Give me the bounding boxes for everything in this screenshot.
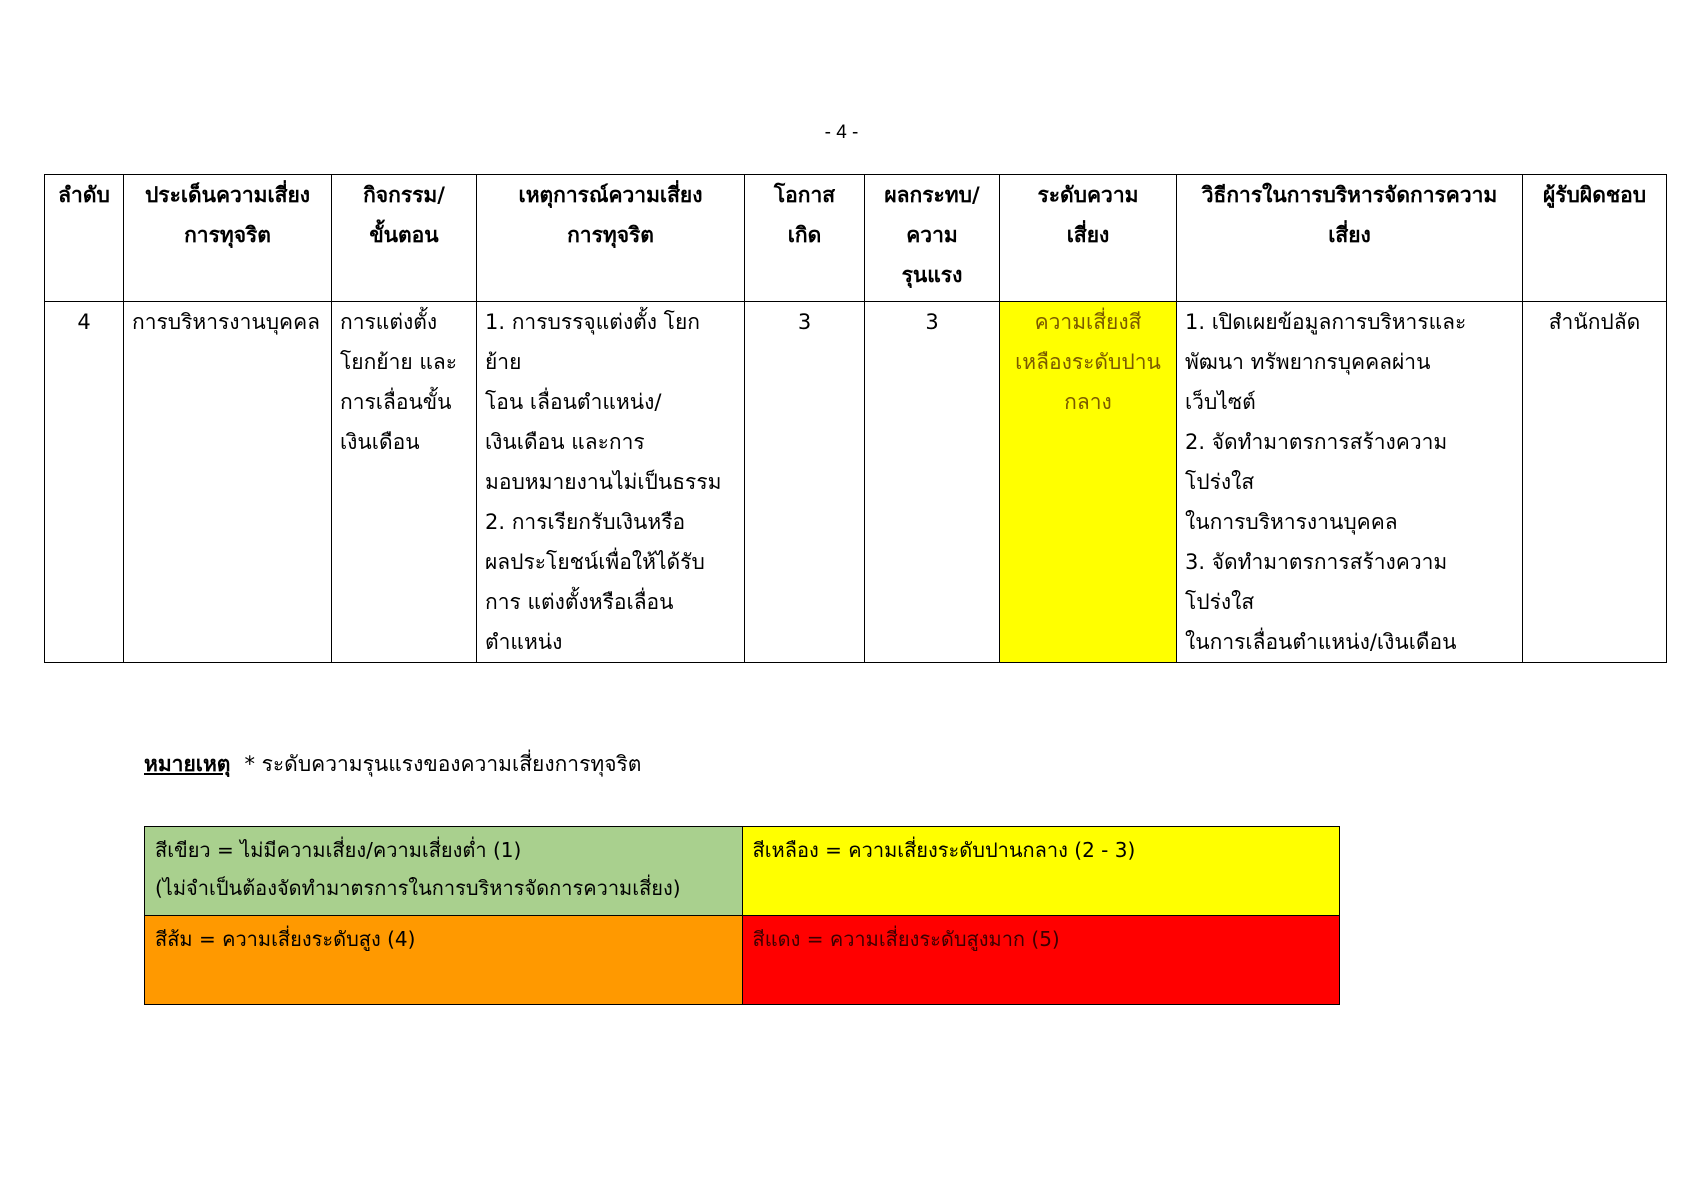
cell-risk-level: ความเสี่ยงสี เหลืองระดับปาน กลาง bbox=[1000, 302, 1177, 663]
header-risk-level: ระดับความ เสี่ยง bbox=[1000, 175, 1177, 302]
cell-issue: การบริหารงานบุคคล bbox=[124, 302, 332, 663]
cell-management: 1. เปิดเผยข้อมูลการบริหารและ พัฒนา ทรัพยากรบุคคลผ่าน เว็บไซต์ 2. จัดทำมาตรการสร้างความโปร่งใส ในการบริหารงานบุคคล 3. จัดทำมาตรการสร้างความโปร่งใส ในการเลื่อนตำแหน่ง/เงินเดือน bbox=[1177, 302, 1523, 663]
cell-order: 4 bbox=[45, 302, 124, 663]
header-issue: ประเด็นความเสี่ยง การทุจริต bbox=[124, 175, 332, 302]
note bbox=[144, 748, 641, 781]
table-row bbox=[45, 302, 1667, 663]
header-management: วิธีการในการบริหารจัดการความ เสี่ยง bbox=[1177, 175, 1523, 302]
header-activity: กิจกรรม/ ขั้นตอน bbox=[332, 175, 477, 302]
risk-table bbox=[44, 174, 1667, 663]
cell-event: 1. การบรรจุแต่งตั้ง โยกย้าย โอน เลื่อนตำแหน่ง/ เงินเดือน และการ มอบหมายงานไม่เป็นธรรม 2. การเรียกรับเงินหรือ ผลประโยชน์เพื่อให้ได้รับ การ แต่งตั้งหรือเลื่อน ตำแหน่ง bbox=[477, 302, 745, 663]
cell-impact: 3 bbox=[865, 302, 1000, 663]
legend-table bbox=[144, 826, 1340, 1005]
legend-green: สีเขียว = ไม่มีความเสี่ยง/ความเสี่ยงต่ำ (1) (ไม่จำเป็นต้องจัดทำมาตรการในการบริหารจัดการความเสี่ยง) bbox=[145, 827, 743, 916]
header-responsible: ผู้รับผิดชอบ bbox=[1523, 175, 1667, 302]
cell-responsible: สำนักปลัด bbox=[1523, 302, 1667, 663]
note-text: * ระดับความรุนแรงของความเสี่ยงการทุจริต bbox=[244, 752, 642, 776]
note-label: หมายเหตุ bbox=[144, 752, 231, 776]
header-row bbox=[45, 175, 1667, 302]
header-order: ลำดับ bbox=[45, 175, 124, 302]
legend-yellow: สีเหลือง = ความเสี่ยงระดับปานกลาง (2 - 3) bbox=[742, 827, 1340, 916]
cell-likelihood: 3 bbox=[745, 302, 865, 663]
page-number: - 4 - bbox=[824, 122, 859, 143]
legend-orange: สีส้ม = ความเสี่ยงระดับสูง (4) bbox=[145, 916, 743, 1005]
header-impact: ผลกระทบ/ ความ รุนแรง bbox=[865, 175, 1000, 302]
header-likelihood: โอกาส เกิด bbox=[745, 175, 865, 302]
header-event: เหตุการณ์ความเสี่ยง การทุจริต bbox=[477, 175, 745, 302]
cell-activity: การแต่งตั้ง โยกย้าย และ การเลื่อนขั้น เงินเดือน bbox=[332, 302, 477, 663]
legend-red: สีแดง = ความเสี่ยงระดับสูงมาก (5) bbox=[742, 916, 1340, 1005]
